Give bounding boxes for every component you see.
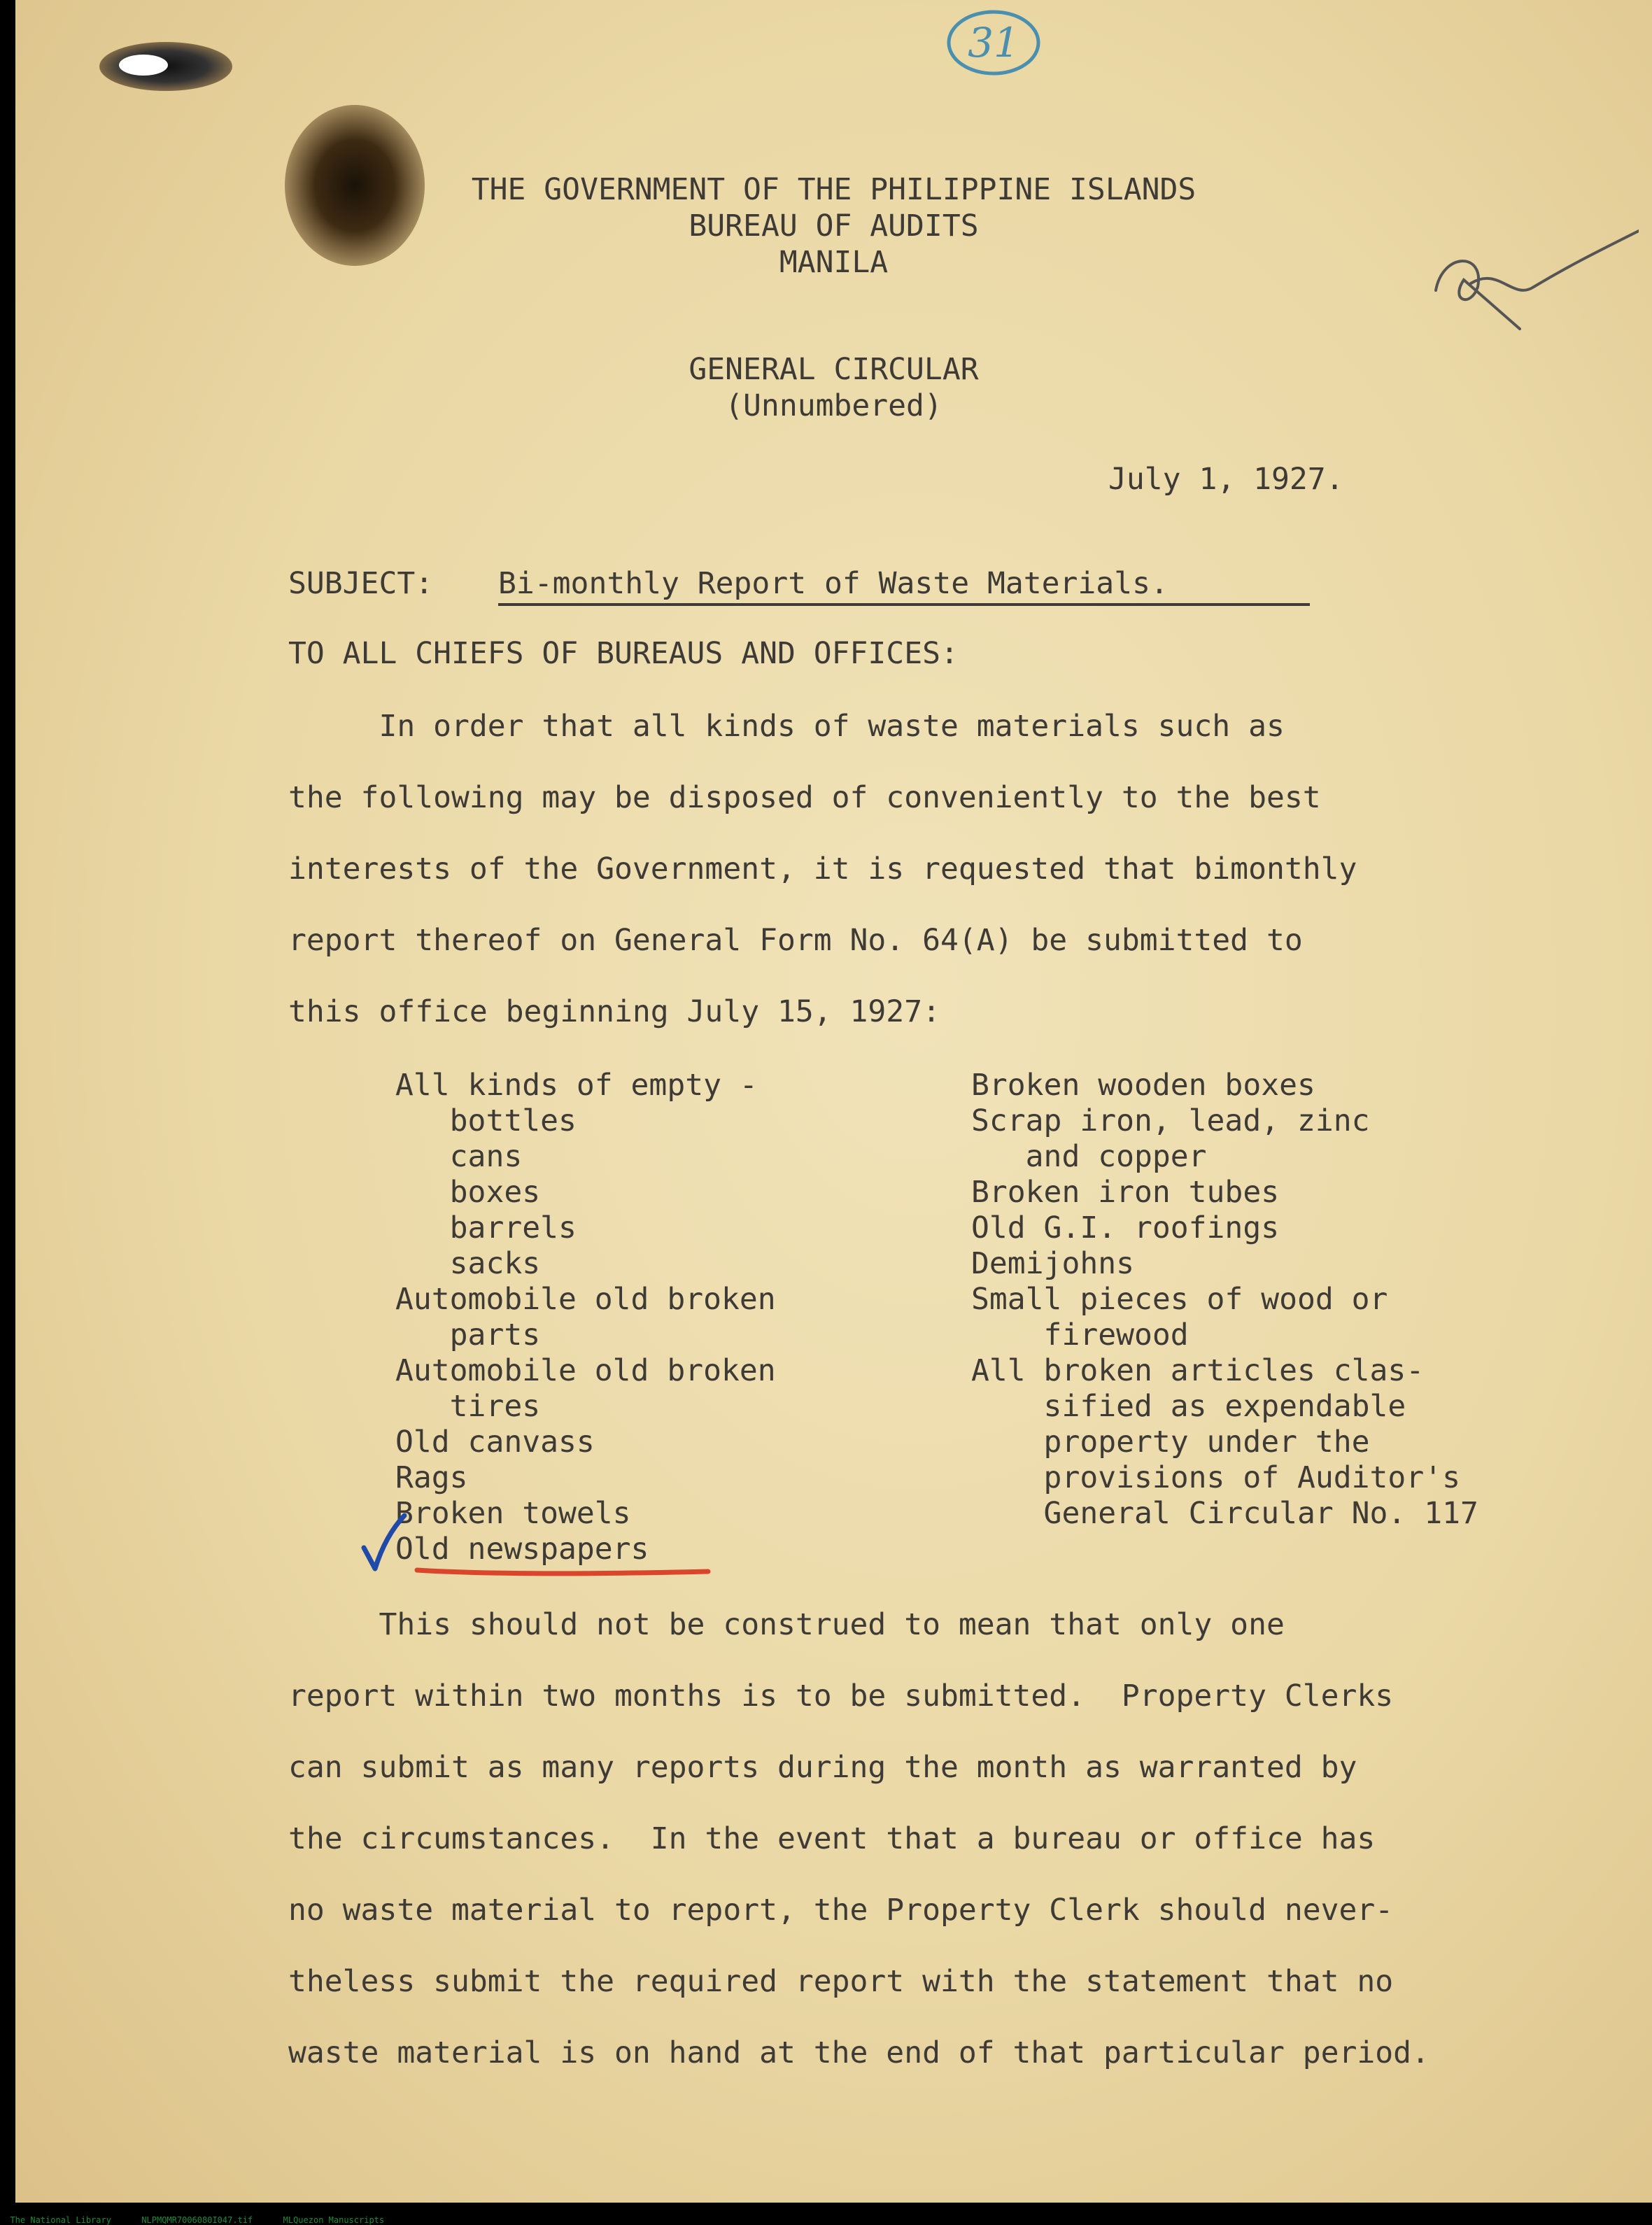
red-underline bbox=[414, 1566, 711, 1577]
list-item: Rags bbox=[395, 1460, 468, 1495]
paragraph-line: theless submit the required report with the statement that no bbox=[288, 1964, 1394, 1999]
header-city: MANILA bbox=[779, 245, 889, 280]
list-item: boxes bbox=[395, 1175, 541, 1210]
circular-title: GENERAL CIRCULAR bbox=[689, 352, 979, 387]
date: July 1, 1927. bbox=[1108, 462, 1344, 497]
footer-file: NLPMQMR7006080I047.tif bbox=[141, 2215, 253, 2225]
addressee: TO ALL CHIEFS OF BUREAUS AND OFFICES: bbox=[288, 636, 959, 671]
list-item: Small pieces of wood or bbox=[971, 1282, 1388, 1317]
list-item: Scrap iron, lead, zinc bbox=[971, 1103, 1370, 1138]
paragraph-line: report thereof on General Form No. 64(A) be submitted to bbox=[288, 923, 1303, 958]
subject-label: SUBJECT: bbox=[288, 566, 434, 601]
list-item: Demijohns bbox=[971, 1246, 1134, 1281]
list-item-old-newspapers: Old newspapers bbox=[395, 1532, 649, 1567]
paragraph-line: the following may be disposed of conveniently to the best bbox=[288, 780, 1321, 815]
list-item: All kinds of empty - bbox=[395, 1068, 758, 1103]
list-item: barrels bbox=[395, 1210, 577, 1245]
subject-underline bbox=[498, 603, 1310, 606]
list-item: bottles bbox=[395, 1103, 577, 1138]
list-item: cans bbox=[395, 1139, 523, 1174]
header-bureau: BUREAU OF AUDITS bbox=[689, 209, 979, 243]
paragraph-line: the circumstances. In the event that a bureau or office has bbox=[288, 1821, 1376, 1856]
list-item: All broken articles clas- bbox=[971, 1353, 1425, 1388]
list-item: Broken wooden boxes bbox=[971, 1068, 1315, 1103]
scan-footer bbox=[0, 2205, 384, 2225]
paragraph-line: In order that all kinds of waste materials such as bbox=[288, 709, 1285, 744]
paragraph-line: waste material is on hand at the end of that particular period. bbox=[288, 2035, 1429, 2070]
stamp-number: 31 bbox=[968, 19, 1019, 66]
list-item: Old G.I. roofings bbox=[971, 1210, 1280, 1245]
document-page bbox=[15, 0, 1652, 2203]
list-item: tires bbox=[395, 1389, 541, 1424]
subject-text: Bi-monthly Report of Waste Materials. bbox=[498, 566, 1169, 601]
list-item: Old canvass bbox=[395, 1425, 595, 1460]
footer-library: The National Library bbox=[10, 2215, 111, 2225]
list-item: Automobile old broken bbox=[395, 1353, 776, 1388]
paragraph-line: this office beginning July 15, 1927: bbox=[288, 994, 940, 1029]
paragraph-line: This should not be construed to mean that only one bbox=[288, 1607, 1285, 1642]
list-item: Automobile old broken bbox=[395, 1282, 776, 1317]
checkmark-icon bbox=[358, 1511, 407, 1574]
list-item: Broken iron tubes bbox=[971, 1175, 1280, 1210]
paragraph-line: can submit as many reports during the month as warranted by bbox=[288, 1750, 1357, 1785]
list-item: parts bbox=[395, 1318, 541, 1352]
circular-subtitle: (Unnumbered) bbox=[725, 388, 943, 423]
list-item: General Circular No. 117 bbox=[971, 1496, 1478, 1531]
footer-collection: MLQuezon Manuscripts bbox=[283, 2215, 385, 2225]
paragraph-line: interests of the Government, it is requested that bimonthly bbox=[288, 852, 1357, 887]
header-government: THE GOVERNMENT OF THE PHILIPPINE ISLANDS bbox=[471, 172, 1196, 207]
page-number-stamp bbox=[945, 4, 1043, 81]
burn-mark bbox=[99, 42, 232, 91]
list-item: property under the bbox=[971, 1425, 1370, 1460]
list-item: and copper bbox=[971, 1139, 1207, 1174]
list-item: Broken towels bbox=[395, 1496, 631, 1531]
list-item: sacks bbox=[395, 1246, 541, 1281]
list-item: provisions of Auditor's bbox=[971, 1460, 1460, 1495]
list-item: sified as expendable bbox=[971, 1389, 1406, 1424]
paragraph-line: no waste material to report, the Property Clerk should never- bbox=[288, 1893, 1394, 1928]
paragraph-line: report within two months is to be submitted. Property Clerks bbox=[288, 1679, 1394, 1714]
list-item: firewood bbox=[971, 1318, 1189, 1352]
